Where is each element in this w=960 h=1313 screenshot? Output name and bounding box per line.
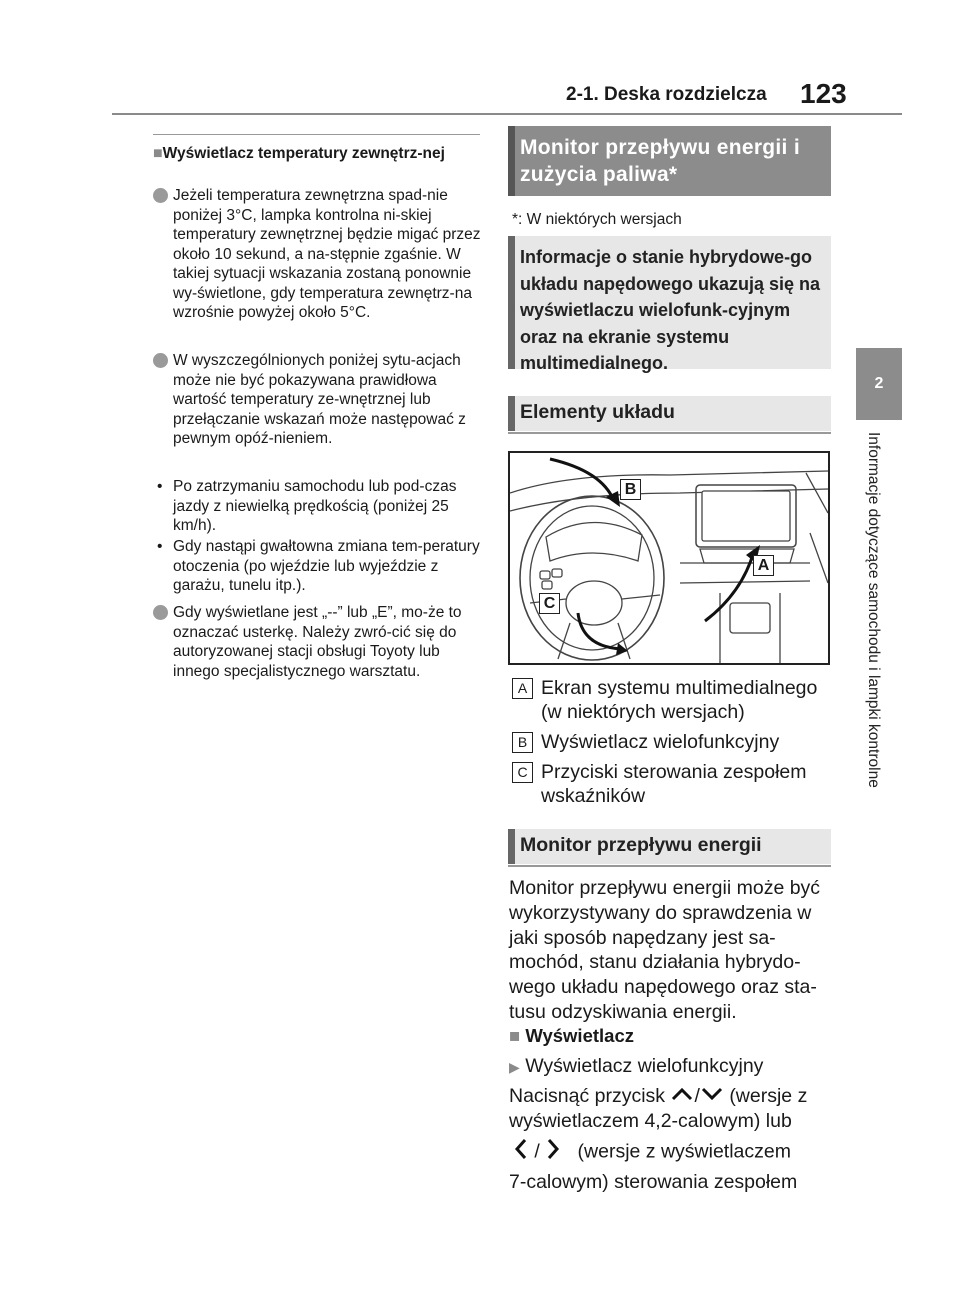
figure-label-b: B xyxy=(620,479,641,500)
chevron-down-icon xyxy=(700,1084,724,1109)
elements-heading: Elementy układu xyxy=(508,396,831,431)
legend-item-c: C Przyciski sterowania zespołem wskaźników xyxy=(512,760,832,808)
bullet-dot-icon xyxy=(153,605,168,620)
sub-item: • Po zatrzymaniu samochodu lub pod-czas jazdy z niewielką prędkością (poniżej 25 km/h). xyxy=(157,478,457,534)
chapter-side-label: Informacje dotyczące samochodu i lampki kontrolne xyxy=(865,432,882,788)
energy-monitor-description: Monitor przepływu energii może być wykorzystywany do sprawdzenia w jaki sposób napędzany jest sa-mochód, stanu działania hybrydo-wego układu napędowego oraz sta-tusu odzyskiwania energii. xyxy=(509,877,821,1023)
bullet-item: Gdy wyświetlane jest „--” lub „E”, mo-że to oznaczać usterkę. Należy zwró-cić się do autoryzowanej stacji obsługi Toyoty lub innego specjalistycznego warsztatu. xyxy=(153,603,483,681)
dashboard-illustration xyxy=(508,451,830,665)
sub-item: • Gdy nastąpi gwałtowna zmiana tem-peratury otoczenia (po wjeździe lub wyjeździe z garażu, tunelu itp.). xyxy=(157,538,480,594)
bullet-item: W wyszczególnionych poniżej sytu-acjach może nie być pokazywana prawidłowa wartość temperatury ze-wnętrznej lub przełączanie wskazań może następować z pewnym opóź-nieniem. xyxy=(153,351,483,449)
chevron-left-icon xyxy=(513,1138,529,1167)
instruction-text-end: 7-calowym) sterowania zespołem xyxy=(509,1171,798,1193)
chevron-up-icon xyxy=(670,1084,694,1109)
figure-label-c: C xyxy=(539,593,560,614)
dashboard-drawing xyxy=(510,453,828,663)
page-number: 123 xyxy=(800,78,847,109)
square-marker-icon: ■ xyxy=(153,145,163,162)
arrow-item: ▶ Wyświetlacz wielofunkcyjny xyxy=(509,1055,764,1077)
chevron-right-icon xyxy=(545,1138,561,1167)
instruction-text-continued: / (wersje z wyświetlaczem xyxy=(509,1138,839,1167)
left-subheading: ■Wyświetlacz temperatury zewnętrz-nej xyxy=(153,145,445,162)
info-box: Informacje o stanie hybrydowe-go układu napędowego ukazują się na wyświetlaczu wielofunk-cyjnym oraz na ekranie systemu multimedialnego. xyxy=(508,236,831,369)
legend-item-b: B Wyświetlacz wielofunkcyjny xyxy=(512,730,832,754)
energy-monitor-heading: Monitor przepływu energii xyxy=(508,829,831,864)
legend-item-a: A Ekran systemu multimedialnego (w niektórych wersjach) xyxy=(512,676,832,724)
bullet-dot-icon xyxy=(153,188,168,203)
bullet-item: Jeżeli temperatura zewnętrzna spad-nie poniżej 3°C, lampka kontrolna ni-skiej temperatury zewnętrznej będzie migać przez około 10 sekund, a na-stępnie zgaśnie. W takiej sytuacji wskazania zostaną ponownie wy-świetlone, gdy temperatura zewnętrz-na wzrośnie powyżej około 5°C. xyxy=(153,186,483,323)
footnote: *: W niektórych wersjach xyxy=(512,211,682,228)
section-heading-energy-monitor: Monitor przepływu energii i zużycia paliwa* xyxy=(508,126,831,196)
square-marker-icon: ■ xyxy=(509,1025,521,1046)
chapter-tab: 2 xyxy=(856,348,902,420)
section-title: 2-1. Deska rozdzielcza xyxy=(566,84,767,105)
triangle-marker-icon: ▶ xyxy=(509,1059,520,1075)
bullet-dot-icon xyxy=(153,353,168,368)
figure-label-a: A xyxy=(753,555,774,576)
header-divider xyxy=(112,113,902,115)
display-subheading: ■ Wyświetlacz xyxy=(509,1025,634,1046)
left-heading-rule xyxy=(153,134,480,135)
instruction-text: Nacisnąć przycisk / (wersje z wyświetlaczem 4,2-calowym) lub xyxy=(509,1085,808,1133)
